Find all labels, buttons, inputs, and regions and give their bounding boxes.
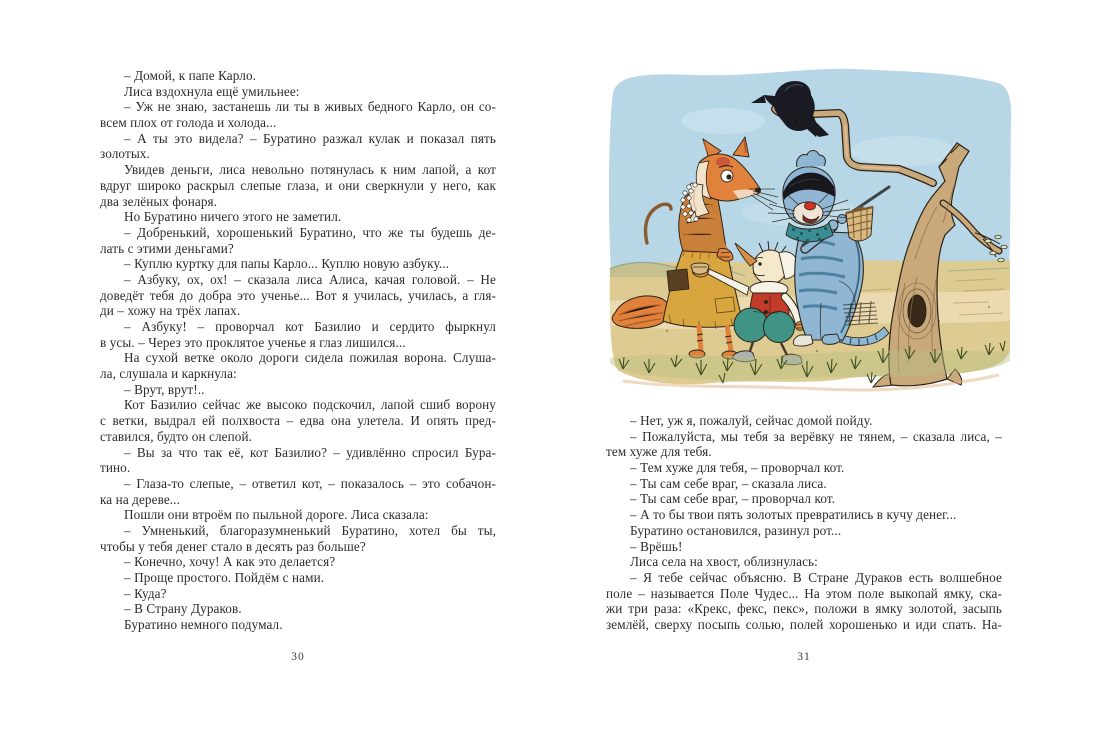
text-line: – Глаза-то слепые, – ответил кот, – показалось – это собачон- [124, 475, 496, 491]
text-line: Но Буратино ничего этого не заметил. [124, 209, 342, 225]
cat-foot-right [822, 334, 840, 344]
cat-foot-left [793, 335, 813, 346]
text-line: Кот Базилио сейчас же высоко подскочил, лапой сшиб ворону [124, 397, 496, 413]
text-line: золотых. [100, 146, 150, 162]
text-line: – Домой, к папе Карло. [124, 68, 257, 83]
text-line: поле – называется Поле Чудес... На этом поле выкопай ямку, ска- [606, 585, 1002, 601]
text-line: – Врёшь! [630, 538, 683, 554]
text-line: Пошли они втроём по пыльной дороге. Лиса сказала: [124, 507, 429, 523]
text-line: Увидев деньги, лиса невольно потянулась к ним лапой, а кот [124, 162, 496, 178]
text-line: ди – хожу на трёх лапах. [100, 303, 241, 319]
text-line: жи три раза: «Крекс, фекс, пекс», положи в ямку золотой, засыпь [606, 601, 1002, 617]
text-line: – Умненький, благоразумненький Буратино, хотел бы ты, [124, 522, 496, 538]
text-line: – Нет, уж я, пожалуй, сейчас домой пойду. [630, 413, 873, 428]
text-line: ставился, будто он слепой. [100, 428, 253, 444]
text-line: – В Страну Дураков. [124, 601, 242, 617]
coin-bowl [691, 263, 709, 274]
text-line: с ветки, выдрал ей полхвоста – едва она улетела. И опять пред- [100, 413, 496, 429]
page-number-left: 30 [291, 651, 305, 663]
text-line: тем хуже для тебя. [606, 444, 712, 460]
text-line: – А ты это видела? – Буратино разжал кулак и показал пять [124, 130, 496, 146]
text-line: – Я тебе сейчас объясню. В Стране Дураков есть волшебное [630, 569, 1002, 585]
page-number-right: 31 [797, 651, 811, 663]
text-line: – Ты сам себе враг, – проворчал кот. [630, 491, 836, 507]
text-line: На сухой ветке около дороги сидела пожилая ворона. Слуша- [124, 350, 496, 366]
buratino-shorts [734, 308, 768, 342]
text-line: вдруг широко раскрыл слепые глаза, и они сверкнули у него, как [100, 177, 496, 193]
text-line: – Вы за что так её, кот Базилио? – удивлённо спросил Бура- [124, 444, 496, 460]
cat-nose [805, 202, 816, 210]
text-line: – Добренький, хорошенький Буратино, что же ты будешь де- [124, 224, 496, 240]
text-line: – Тем хуже для тебя, – проворчал кот. [630, 460, 845, 476]
text-line: – А то бы твои пять золотых превратились в кучу денег... [630, 507, 957, 523]
text-line: в усы. – Через это проклятое ученье я глаз лишился... [100, 334, 406, 350]
page-right-text [606, 413, 1002, 633]
illustration-drawing [603, 63, 1018, 401]
text-line: – Азбуку! – проворчал кот Базилио и сердито фыркнул [124, 319, 496, 334]
text-line: – Проще простого. Пойдём с нами. [124, 570, 325, 585]
text-line: Лиса вздохнула ещё умильнее: [124, 83, 300, 99]
text-line: Буратино остановился, разинул рот... [630, 522, 842, 538]
text-line: ка на дереве... [100, 491, 180, 507]
page-left-text [100, 68, 496, 633]
text-line: тино. [100, 460, 131, 476]
text-line: Лиса села на хвост, облизнулась: [630, 554, 818, 570]
text-line: лать с этими деньгами? [100, 240, 234, 256]
illustration [603, 63, 1018, 401]
text-line: – Азбуку, ох, ох! – сказала лиса Алиса, качая головой. – Не [124, 271, 496, 287]
text-line: Буратино немного подумал. [124, 617, 283, 633]
text-line: – Ты сам себе враг, – сказала лиса. [630, 475, 827, 491]
text-line: всем плох от голода и холода... [100, 115, 277, 131]
text-line: – Пожалуйста, мы тебя за верёвку не тянем, – сказала лиса, – [630, 428, 1002, 444]
text-line: – Врут, врут!.. [124, 381, 205, 397]
text-line: землёй, сверху посыпь солью, полей хорошенько и иди спать. На- [606, 616, 1002, 632]
text-line: – Куда? [124, 585, 167, 601]
text-line: – Уж не знаю, застанешь ли ты в живых бедного Карло, он со- [124, 99, 496, 115]
text-line: – Конечно, хочу! А как это делается? [124, 554, 336, 570]
text-line: доведёт тебя до добра это ученье... Вот я училась, училась, а гля- [100, 287, 496, 303]
text-line: два зелёных фонаря. [100, 193, 218, 209]
text-line: чтобы у тебя денег стало в десять раз больше? [100, 538, 366, 554]
skirt-patch [667, 269, 689, 291]
text-line: ла, слушала и каркнула: [100, 366, 237, 382]
text-line: – Куплю куртку для папы Карло... Куплю новую азбуку... [124, 256, 450, 272]
